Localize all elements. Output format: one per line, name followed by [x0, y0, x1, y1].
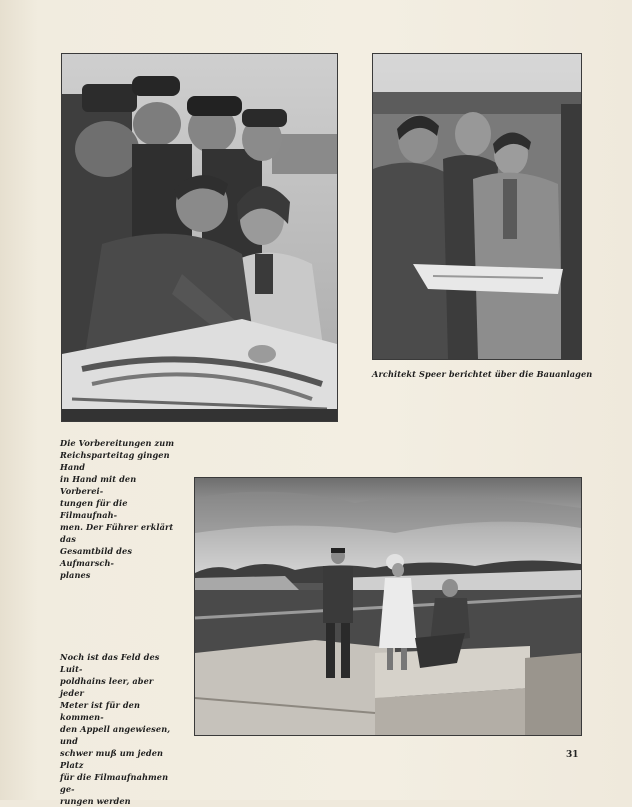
caption-line: poldhains leer, aber jeder — [60, 676, 154, 698]
caption-line: für die Filmaufnahmen ge- — [60, 772, 169, 794]
caption-line: Noch ist das Feld des Luit- — [60, 652, 160, 674]
caption-architect: Architekt Speer berichtet über die Bauanlagen — [372, 369, 593, 379]
photo-top-right-image — [373, 54, 581, 359]
caption-line: Gesamtbild des Aufmarsch- — [60, 546, 133, 568]
caption-line: Die Vorbereitungen zum — [60, 438, 175, 448]
caption-line: men. Der Führer erklärt das — [60, 522, 174, 544]
caption-line: Reichsparteitag gingen Hand — [60, 450, 170, 472]
caption-field — [60, 651, 178, 807]
photo-bottom-image — [195, 478, 581, 735]
page-number: 31 — [566, 750, 579, 760]
photo-top-left — [62, 54, 337, 421]
photo-top-right — [373, 54, 581, 359]
caption-line: in Hand mit den Vorberei- — [60, 474, 137, 496]
caption-preparations — [60, 437, 178, 581]
caption-line: den Appell angewiesen, und — [60, 724, 171, 746]
caption-line: tungen für die Filmaufnah- — [60, 498, 128, 520]
caption-line: planes — [60, 570, 91, 580]
photo-top-left-image — [62, 54, 337, 421]
photo-bottom — [195, 478, 581, 735]
caption-line: Meter ist für den kommen- — [60, 700, 141, 722]
caption-line: schwer muß um jeden Platz — [60, 748, 164, 770]
caption-line: rungen werden — [60, 796, 131, 806]
